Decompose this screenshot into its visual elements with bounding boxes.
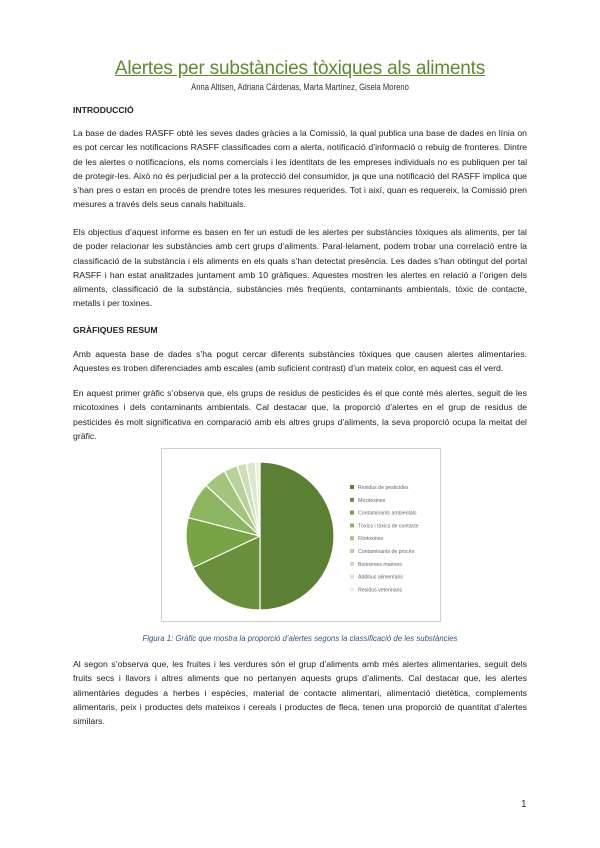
intro-heading: INTRODUCCIÓ (73, 105, 134, 115)
legend-swatch-1 (350, 485, 354, 489)
legend-swatch-7 (350, 562, 354, 566)
intro-paragraph-2: Els objectius d’aquest informe es basen en fer un estudi de les alertes per substàncies tòxiques als aliments, per tal de poder relacionar les substàncies amb cert grups d’aliments. Paral·lelament, podem trobar una correlació entre la classificació de la substància i els aliments en els quals s’han detectat presència. Les dades s’han obtingut del portal RASFF i han estat analitzades juntament amb 10 gràfiques. Aquestes mostren les alertes en relació a l’origen dels aliments, classificació de la substància, substàncies més freqüents, contaminants ambientals, tòxic de contacte, metalls i per toxines. (73, 227, 527, 309)
pie-chart (162, 449, 440, 621)
legend-swatch-3 (350, 511, 354, 515)
legend-label-9: Residus veterinaris (358, 587, 403, 594)
graphs-paragraph-3: Al segon s’observa que, les fruites i les verdures són el grup d’aliments amb més alertes alimentaries, seguit dels fruits secs i llavors i altres aliments que no pertanyen aquests grups d’aliments. Cal destacar que, les alertes alimentàries degudes a herbes i espècies, material de contacte alimentari, alimentació dietètica, complements alimentaris, peix i productes dels mateixos i cereals i productes de fleca, tenen una proporció de quantitat d’alertes similars. (73, 659, 527, 727)
legend-swatch-2 (350, 498, 354, 502)
legend-label-4: Tòxics i tòxics de contacte (358, 523, 419, 530)
legend-label-2: Micotoxines (358, 497, 386, 504)
graphs-heading: GRÀFIQUES RESUM (73, 325, 158, 335)
legend-label-1: Residus de pesticides (358, 485, 409, 491)
graphs-paragraph-2: En aquest primer gràfic s’observa que, els grups de residus de pesticides és el que conté més alertes, seguit de les micotoxines i dels contaminants ambientals. Cal destacar que, la proporció d’alertes en el grup de residus de pesticides és molt significativa en comparació amb els altres grups d’aliments, la seva proporció ocupa la meitat del gràfic. (73, 388, 527, 441)
pie-slice-1 (260, 462, 334, 610)
legend-swatch-6 (350, 549, 354, 553)
page-title: Alertes per substàncies tòxiques als aliments (114, 58, 486, 79)
legend-label-6: Contaminants de procés (358, 549, 415, 555)
figure-caption: Figura 1: Gràfic que mostra la proporció d’alertes segons la classificació de les substàncies (142, 634, 458, 643)
legend-swatch-4 (350, 523, 354, 527)
graphs-paragraph-1: Amb aquesta base de dades s’ha pogut cercar diferents substàncies tòxiques que causen alertes alimentaries. Aquestes es troben diferenciades amb escales (amb suficient contrast) d’un mateix color, en aquest cas el verd. (73, 349, 527, 374)
intro-paragraph-1: La base de dades RASFF obté les seves dades gràcies a la Comissió, la qual publica una base de dades en línia on es pot cercar les notificacions RASFF classificades com a alerta, notificació d’informació o rebuig de fronteres. Dintre de les alertes o notificacions, els noms comercials i les identitats de les empreses individuals no es publiquen per tal de protegir-les. Això no és perjudicial per a la protecció del consumidor, ja que una notificació del RASFF implica que s’han pres o estan en procés de prendre totes les mesures requerides. Tot i així, quan es requereix, la Comissió pren mesures a través dels seus canals habituals. (73, 128, 527, 210)
legend-swatch-8 (350, 575, 354, 579)
page-number: 1 (521, 799, 527, 810)
authors: Anna Altisen, Adriana Cárdenas, Marta Martínez, Gisela Moreno (191, 82, 409, 92)
legend-swatch-5 (350, 536, 354, 540)
legend-label-7: Biotoxines marines (358, 561, 402, 568)
legend-swatch-9 (350, 587, 354, 591)
legend-label-8: Additius alimentaris (358, 574, 403, 581)
pie-chart-frame (161, 448, 441, 622)
legend-label-5: Fitotoxines (358, 536, 384, 543)
legend-label-3: Contaminants ambientals (358, 510, 417, 517)
